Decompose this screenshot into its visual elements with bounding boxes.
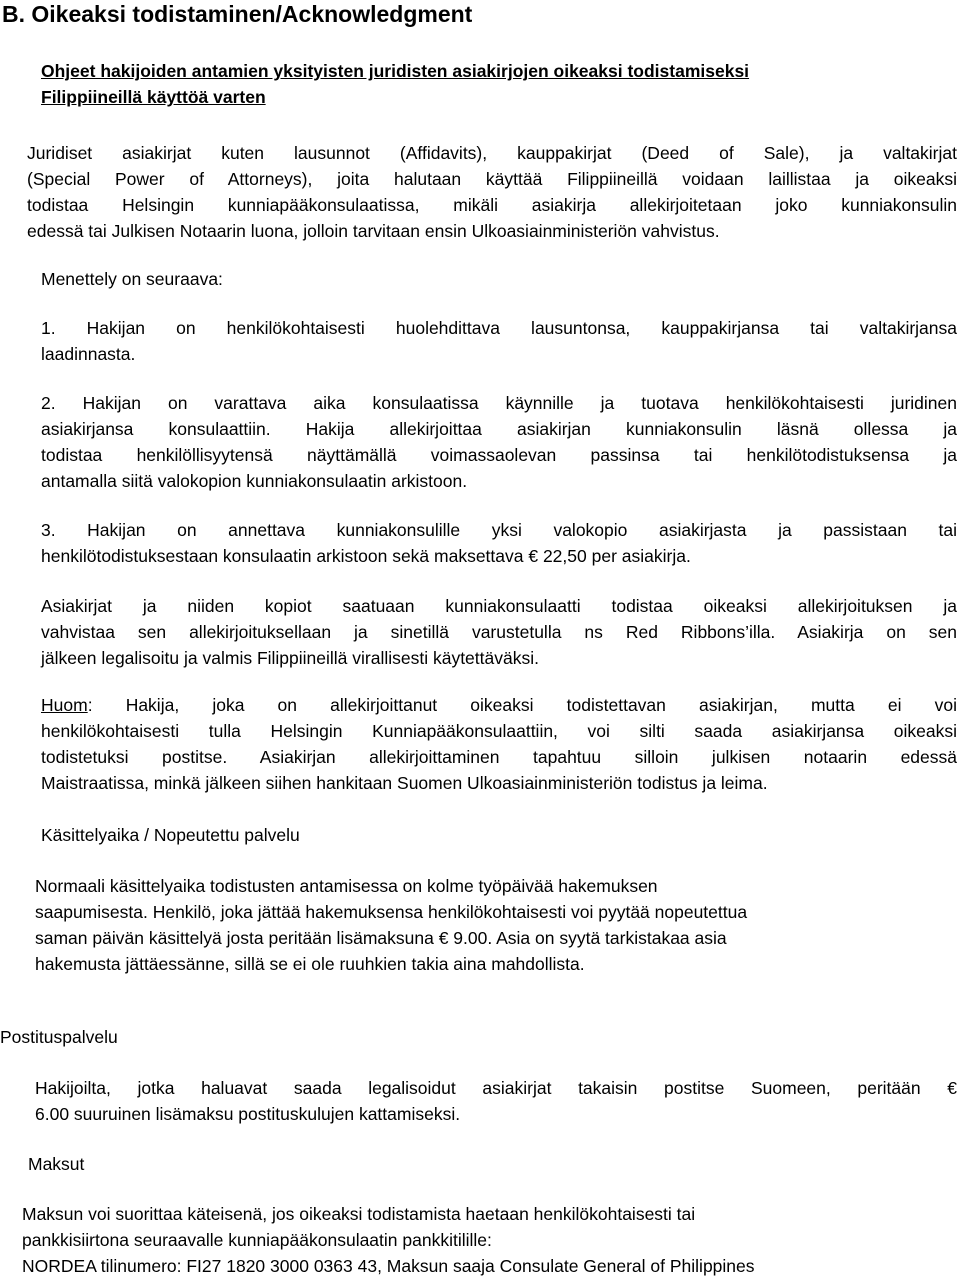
text-line: hakemusta jättäessänne, sillä se ei ole ruuhkien takia aina mahdollista. [35, 954, 585, 974]
text-line: saapumisesta. Henkilö, joka jättää hakemuksensa henkilökohtaisesti voi pyytää nopeutettua [35, 902, 748, 922]
payments-paragraph [22, 1201, 957, 1279]
intro-paragraph [27, 140, 957, 244]
note-paragraph [41, 692, 957, 796]
text-line: edessä tai Julkisen Notaarin luona, jolloin tarvitaan ensin Ulkoasiainministeriön vahvistus. [27, 221, 720, 241]
text-line: Juridiset asiakirjat kuten lausunnot (Affidavits), kauppakirjat (Deed of Sale), ja valtakirjat [27, 143, 957, 163]
text-line: pankkisiirtona seuraavalle kunniapääkonsulaatin pankkitilille: [22, 1230, 492, 1250]
note-text: : Hakija, joka on allekirjoittanut oikeaksi todistettavan asiakirjan, mutta ei voi [87, 695, 957, 715]
text-line: 3. Hakijan on annettava kunniakonsulille yksi valokopio asiakirjasta ja passistaan tai [41, 520, 957, 540]
subtitle [41, 58, 956, 110]
text-line: laadinnasta. [41, 344, 136, 364]
procedure-heading: Menettely on seuraava: [41, 269, 223, 289]
text-line: todistaa Helsingin kunniapääkonsulaatissa, mikäli asiakirja allekirjoitetaan joko kunniakonsulin [27, 195, 957, 215]
text-line: antamalla siitä valokopion kunniakonsulaatin arkistoon. [41, 471, 468, 491]
text-line: 1. Hakijan on henkilökohtaisesti huolehdittava lausuntonsa, kauppakirjansa tai valtakirjansa [41, 318, 957, 338]
text-line: saman päivän käsittelyä josta peritään lisämaksuna € 9.00. Asia on syytä tarkistakaa asia [35, 928, 727, 948]
documents-paragraph [41, 593, 957, 671]
payments-heading: Maksut [28, 1154, 85, 1174]
subtitle-line: Filippiineillä käyttöä varten [41, 87, 266, 107]
text-line: henkilökohtaisesti tulla Helsingin Kunniapääkonsulaattiin, voi silti saada asiakirjansa oikeaksi [41, 721, 957, 741]
text-line: todistetuksi postitse. Asiakirjan allekirjoittaminen tapahtuu silloin julkisen notaarin edessä [41, 747, 957, 767]
text-line: Maistraatissa, minkä jälkeen siihen hankitaan Suomen Ulkoasiainministeriön todistus ja leima. [41, 773, 768, 793]
text-line: todistaa henkilöllisyytensä näyttämällä voimassaolevan passinsa tai henkilötodistuksensa ja [41, 445, 957, 465]
text-line: Asiakirjat ja niiden kopiot saatuaan kunniakonsulaatti todistaa oikeaksi allekirjoituksen ja [41, 596, 957, 616]
processing-paragraph [35, 873, 915, 977]
text-line: Normaali käsittelyaika todistusten antamisessa on kolme työpäivää hakemuksen [35, 876, 658, 896]
postal-heading: Postituspalvelu [0, 1027, 118, 1047]
text-line: 2. Hakijan on varattava aika konsulaatissa käynnille ja tuotava henkilökohtaisesti juridinen [41, 393, 957, 413]
processing-heading: Käsittelyaika / Nopeutettu palvelu [41, 825, 300, 845]
text-line [41, 692, 957, 718]
step-2 [41, 390, 957, 494]
text-line: 6.00 suuruinen lisämaksu postituskulujen kattamiseksi. [35, 1104, 461, 1124]
text-line: jälkeen legalisoitu ja valmis Filippiineillä virallisesti käytettäväksi. [41, 648, 539, 668]
step-3 [41, 517, 957, 569]
postal-paragraph [35, 1075, 957, 1127]
text-line: asiakirjansa konsulaattiin. Hakija allekirjoittaa asiakirjan kunniakonsulin läsnä ollessa ja [41, 419, 957, 439]
step-1 [41, 315, 957, 367]
text-line: vahvistaa sen allekirjoituksellaan ja sinetillä varustetulla ns Red Ribbons’illa. Asiakirja on sen [41, 622, 957, 642]
text-line: henkilötodistuksestaan konsulaatin arkistoon sekä maksettava € 22,50 per asiakirja. [41, 546, 691, 566]
text-line: Hakijoilta, jotka haluavat saada legalisoidut asiakirjat takaisin postitse Suomeen, peritään € [35, 1078, 957, 1098]
text-line: (Special Power of Attorneys), joita halutaan käyttää Filippiineillä voidaan laillistaa ja oikeaksi [27, 169, 957, 189]
text-line: NORDEA tilinumero: FI27 1820 3000 0363 43, Maksun saaja Consulate General of Philippines [22, 1256, 755, 1276]
page-title: B. Oikeaksi todistaminen/Acknowledgment [2, 1, 473, 27]
text-line: Maksun voi suorittaa käteisenä, jos oikeaksi todistamista haetaan henkilökohtaisesti tai [22, 1204, 696, 1224]
subtitle-line: Ohjeet hakijoiden antamien yksityisten juridisten asiakirjojen oikeaksi todistamiseksi [41, 61, 750, 81]
note-label: Huom [41, 695, 88, 715]
